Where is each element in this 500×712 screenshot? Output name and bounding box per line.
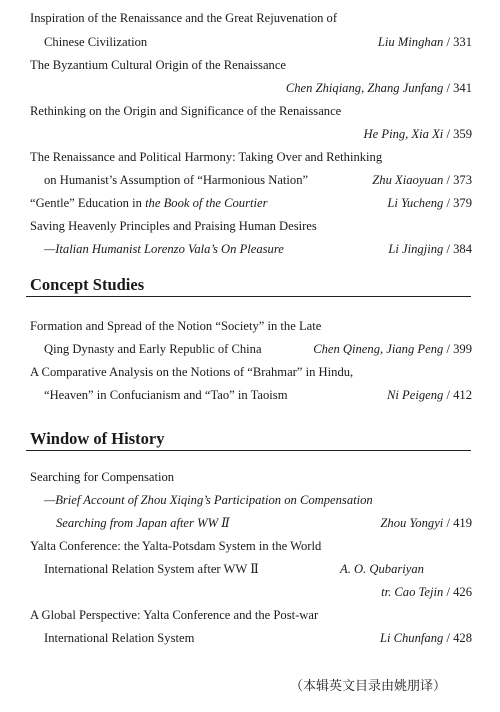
author-page bbox=[286, 80, 472, 96]
page-number: / 412 bbox=[446, 388, 472, 402]
author-page bbox=[388, 241, 472, 257]
entry-title-cont: International Relation System after WW Ⅱ bbox=[44, 562, 259, 576]
author: A. O. Qubariyan bbox=[340, 562, 424, 576]
page-number: / 331 bbox=[446, 35, 472, 49]
author: Ni Peigeng bbox=[386, 388, 444, 402]
entry-title-cont: “Heaven” in Confucianism and “Tao” in Taoism bbox=[44, 388, 288, 402]
author-page bbox=[387, 387, 472, 403]
page-number: / 379 bbox=[446, 196, 472, 210]
page-number: / 384 bbox=[446, 242, 472, 256]
author-page bbox=[387, 195, 472, 211]
author-page bbox=[380, 630, 472, 646]
author: Chen Qineng, Jiang Peng bbox=[313, 342, 444, 356]
entry-subtitle: —Brief Account of Zhou Xiqing’s Participation on Compensation bbox=[44, 493, 373, 507]
author: Li Chunfang bbox=[379, 631, 444, 645]
translator-page bbox=[381, 584, 472, 600]
entry-title: The Renaissance and Political Harmony: Taking Over and Rethinking bbox=[30, 150, 383, 164]
entry-subtitle: —Italian Humanist Lorenzo Vala’s On Pleasure bbox=[44, 242, 284, 256]
page-number: / 419 bbox=[446, 516, 472, 530]
page-number: / 428 bbox=[446, 631, 472, 645]
author: Liu Minghan bbox=[377, 35, 444, 49]
page-number: / 426 bbox=[446, 585, 472, 599]
author-page bbox=[378, 34, 472, 50]
entry-title: A Comparative Analysis on the Notions of “Brahmar” in Hindu, bbox=[30, 365, 354, 379]
entry-title: Inspiration of the Renaissance and the Great Rejuvenation of bbox=[30, 11, 338, 25]
author-page bbox=[372, 172, 472, 188]
entry-title bbox=[30, 195, 267, 211]
translator-note: （本辑英文目录由姚朋译） bbox=[290, 678, 447, 693]
entry-title-cont: Chinese Civilization bbox=[44, 35, 148, 49]
entry-title-cont: Qing Dynasty and Early Republic of China bbox=[44, 342, 262, 356]
page-number: / 341 bbox=[446, 81, 472, 95]
author: He Ping, Xia Xi bbox=[363, 127, 444, 141]
author: Zhu Xiaoyuan bbox=[372, 173, 444, 187]
author: Li Yucheng bbox=[387, 196, 444, 210]
section-heading: Concept Studies bbox=[30, 275, 145, 294]
entry-title-cont: on Humanist’s Assumption of “Harmonious Nation” bbox=[44, 173, 309, 187]
author-page bbox=[380, 515, 472, 531]
section-heading: Window of History bbox=[30, 429, 165, 448]
author-page bbox=[364, 126, 472, 142]
entry-title: Formation and Spread of the Notion “Society” in the Late bbox=[30, 319, 322, 333]
entry-title: Rethinking on the Origin and Significance of the Renaissance bbox=[30, 104, 342, 118]
page-number: / 359 bbox=[446, 127, 472, 141]
author: Zhou Yongyi bbox=[380, 516, 444, 530]
author: Li Jingjing bbox=[388, 242, 444, 256]
book-title: the Book of the Courtier bbox=[145, 196, 268, 210]
page-number: / 373 bbox=[446, 173, 472, 187]
author: Chen Zhiqiang, Zhang Junfang bbox=[285, 81, 444, 95]
entry-title-cont: International Relation System bbox=[44, 631, 195, 645]
author-page bbox=[313, 341, 472, 357]
entry-title: Searching for Compensation bbox=[30, 470, 175, 484]
section-rule bbox=[26, 296, 471, 297]
entry-title-text: “Gentle” Education in bbox=[30, 196, 146, 210]
entry-title: The Byzantium Cultural Origin of the Renaissance bbox=[30, 58, 287, 72]
entry-title: Saving Heavenly Principles and Praising Human Desires bbox=[30, 219, 317, 233]
entry-subtitle-cont: Searching from Japan after WW Ⅱ bbox=[56, 516, 230, 530]
translator: tr. Cao Tejin bbox=[381, 585, 444, 599]
entry-title: A Global Perspective: Yalta Conference and the Post-war bbox=[30, 608, 319, 622]
section-rule bbox=[26, 450, 471, 451]
page-number: / 399 bbox=[446, 342, 472, 356]
entry-title: Yalta Conference: the Yalta-Potsdam System in the World bbox=[30, 539, 322, 553]
